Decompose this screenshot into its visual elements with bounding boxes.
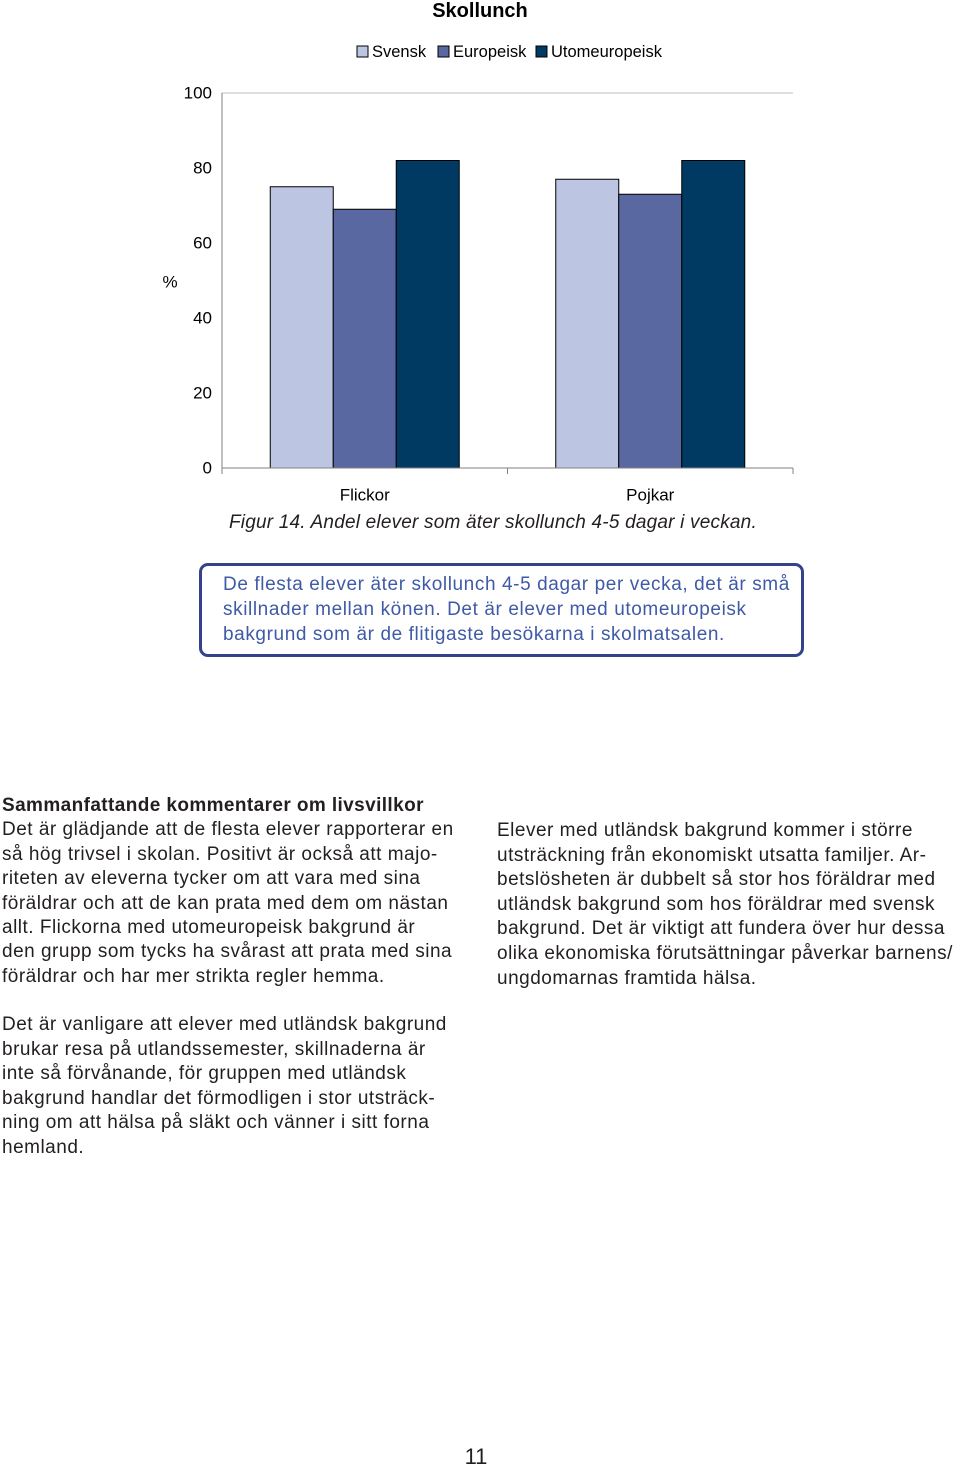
paragraph-line: ungdomarnas framtida hälsa. [497, 967, 757, 989]
paragraph-line: riteten av eleverna tycker om att vara med sina [2, 868, 421, 890]
figure-caption: Figur 14. Andel elever som äter skollunch 4-5 dagar i veckan. [229, 512, 757, 533]
legend-label-europeisk: Europeisk [453, 43, 527, 61]
bar-chart [0, 0, 960, 510]
paragraph-line: inte så förvånande, för gruppen med utländsk [2, 1063, 407, 1085]
paragraph-line: brukar resa på utlandssemester, skillnaderna är [2, 1038, 426, 1060]
legend-label-svensk: Svensk [372, 43, 427, 61]
bar-pojkar-utomeuropeisk [682, 161, 745, 469]
paragraph-line: bakgrund. Det är viktigt att fundera över hur dessa [497, 918, 945, 940]
bar-pojkar-svensk [556, 179, 619, 468]
y-axis-label: % [162, 272, 178, 292]
x-tick-label-flickor: Flickor [339, 485, 390, 505]
legend-label-utomeuropeisk: Utomeuropeisk [551, 43, 662, 61]
section-heading: Sammanfattande kommentarer om livsvillkor [2, 795, 424, 816]
y-tick-label-100: 100 [183, 83, 212, 103]
y-tick-label-60: 60 [193, 233, 212, 253]
legend-swatch-svensk [357, 46, 368, 57]
bar-pojkar-europeisk [619, 194, 682, 468]
callout-line: bakgrund som är de flitigaste besökarna i skolmatsalen. [223, 624, 725, 645]
y-tick-label-0: 0 [202, 458, 212, 478]
paragraph-line: utsträckning från ekonomiskt utsatta familjer. Ar- [497, 844, 927, 866]
paragraph-line: föräldrar och har mer strikta regler hemma. [2, 965, 385, 987]
chart-title: Skollunch [432, 0, 528, 22]
left-column [2, 794, 454, 989]
paragraph-line: den grupp som tycks ha svårast att prata med sina [2, 941, 453, 963]
x-tick-label-pojkar: Pojkar [626, 485, 675, 505]
paragraph-line: bakgrund handlar det förmodligen i stor utsträck- [2, 1087, 436, 1109]
page-number: 11 [464, 1444, 488, 1469]
right-column [497, 819, 953, 991]
paragraph-line: Det är vanligare att elever med utländsk bakgrund [2, 1014, 447, 1035]
paragraph-line: ning om att hälsa på släkt och vänner i sitt forna [2, 1112, 430, 1134]
paragraph-line: utländsk bakgrund som hos föräldrar med svensk [497, 893, 936, 915]
paragraph-line: så hög trivsel i skolan. Positivt är också att majo- [2, 843, 438, 865]
callout-box [199, 563, 804, 657]
paragraph-line: Elever med utländsk bakgrund kommer i större [497, 820, 913, 841]
paragraph-line: allt. Flickorna med utomeuropeisk bakgrund är [2, 917, 416, 939]
legend-swatch-utomeuropeisk [536, 46, 547, 57]
bar-flickor-utomeuropeisk [396, 161, 459, 469]
callout-line: De flesta elever äter skollunch 4-5 dagar per vecka, det är små [223, 574, 790, 595]
bar-flickor-svensk [270, 187, 333, 468]
y-tick-label-80: 80 [193, 158, 212, 178]
y-tick-label-20: 20 [193, 383, 212, 403]
y-tick-label-40: 40 [193, 308, 212, 328]
legend-swatch-europeisk [438, 46, 449, 57]
paragraph-line: betslösheten är dubbelt så stor hos föräldrar med [497, 869, 936, 891]
paragraph-line: föräldrar och att de kan prata med dem om nästan [2, 892, 449, 914]
paragraph-line: hemland. [2, 1136, 85, 1158]
paragraph-line: Det är glädjande att de flesta elever rapporterar en [2, 819, 454, 841]
callout-line: skillnader mellan könen. Det är elever med utomeuropeisk [223, 599, 747, 620]
paragraph-line: olika ekonomiska förutsättningar påverkar barnens/ [497, 942, 953, 964]
bar-flickor-europeisk [333, 209, 396, 468]
left-column-paragraph-2 [2, 1013, 447, 1161]
